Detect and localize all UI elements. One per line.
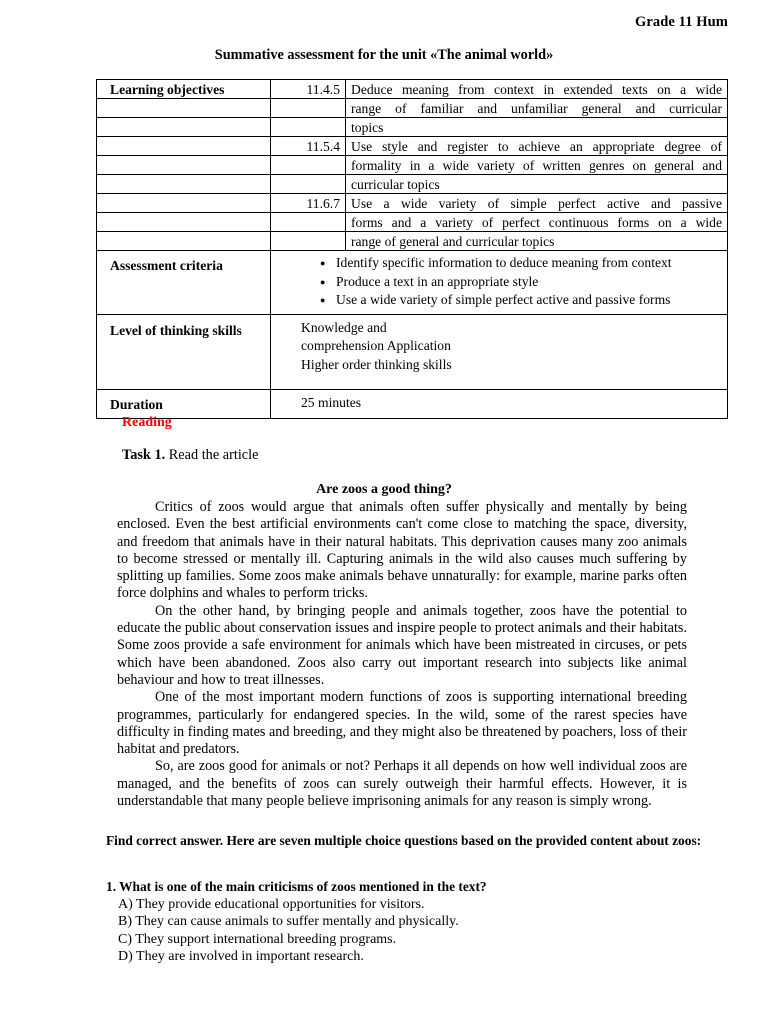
empty-cell: [271, 232, 346, 251]
table-row: [97, 194, 728, 213]
assessment-criteria-label: Assessment criteria: [97, 251, 271, 315]
empty-cell: [97, 175, 271, 194]
table-row: [97, 213, 728, 232]
empty-cell: [97, 194, 271, 213]
empty-cell: [97, 137, 271, 156]
empty-cell: [97, 99, 271, 118]
objective-text-line: range of general and curricular topics: [346, 232, 728, 251]
thinking-skills-line: Knowledge and: [301, 319, 387, 335]
article-title: Are zoos a good thing?: [316, 482, 452, 497]
empty-cell: [97, 213, 271, 232]
task-label: Task 1.: [122, 447, 166, 463]
assessment-criteria-cell: [271, 251, 728, 315]
assessment-info-table: [96, 79, 728, 419]
empty-cell: [271, 118, 346, 137]
objective-text-line: forms and a variety of perfect continuous forms on a wide: [346, 213, 728, 232]
empty-cell: [97, 156, 271, 175]
objective-text-line: formality in a wide variety of written genres on general and: [346, 156, 728, 175]
option-c[interactable]: C) They support international breeding programs.: [118, 931, 397, 947]
objective-text-line: topics: [346, 118, 728, 137]
duration-value: 25 minutes: [271, 390, 728, 419]
question-options: [106, 896, 706, 966]
article-paragraph: One of the most important modern functions of zoos is supporting international breeding programmes, particularly for endangered species. In the wild, some of the rarest species have difficulty in finding mates and breeding, and they might also be threatened by poachers, loss of their habitat and predators.: [117, 689, 687, 758]
table-row: [97, 118, 728, 137]
table-row: [97, 156, 728, 175]
duration-label: Duration: [97, 390, 271, 419]
empty-cell: [271, 99, 346, 118]
option-b[interactable]: B) They can cause animals to suffer mentally and physically.: [118, 914, 459, 930]
objective-code: 11.4.5: [271, 80, 346, 99]
questions-instruction: Find correct answer. Here are seven multiple choice questions based on the provided content about zoos:: [106, 833, 702, 848]
empty-cell: [271, 156, 346, 175]
objective-code: 11.5.4: [271, 137, 346, 156]
table-row: [97, 390, 728, 419]
article-paragraph: Critics of zoos would argue that animals often suffer physically and mentally by being enclosed. Even the best artificial environments can't come close to matching the space, diversity, and freedom that animals have in their natural habitats. This deprivation causes many zoo animals to become stressed or mentally ill. Capturing animals in the wild also causes much suffering by splitting up families. Some zoos make animals behave unnaturally: for example, marine parks often force dolphins and whales to perform tricks.: [117, 499, 687, 602]
article-paragraph: On the other hand, by bringing people and animals together, zoos have the potential to educate the public about conservation issues and inspire people to protect animals and their habitats. Some zoos provide a safe environment for animals which have been mistreated in circuses, or pets which have been abandoned. Zoos also carry out important research into subjects like animal behaviour and how to treat illnesses.: [117, 602, 687, 688]
question-block: [106, 878, 706, 966]
table-row: [97, 99, 728, 118]
empty-cell: [97, 232, 271, 251]
objective-text-line: Use style and register to achieve an appropriate degree of: [346, 137, 728, 156]
table-row: [97, 137, 728, 156]
question-text: 1. What is one of the main criticisms of zoos mentioned in the text?: [106, 879, 487, 894]
objective-text-line: range of familiar and unfamiliar general and curricular: [346, 99, 728, 118]
table-row: [97, 314, 728, 390]
thinking-skills-line: Higher order thinking skills: [301, 356, 452, 372]
document-title: Summative assessment for the unit «The animal world»: [214, 47, 554, 63]
objective-text-line: Use a wide variety of simple perfect active and passive: [346, 194, 728, 213]
empty-cell: [271, 175, 346, 194]
option-d[interactable]: D) They are involved in important research.: [118, 949, 364, 965]
option-a[interactable]: A) They provide educational opportunities for visitors.: [118, 897, 425, 912]
table-row: [97, 175, 728, 194]
reading-section-heading: Reading: [122, 415, 172, 430]
objective-code: 11.6.7: [271, 194, 346, 213]
criteria-item: ● Identify specific information to deduce meaning from context: [320, 254, 722, 273]
task-line: [122, 447, 258, 464]
empty-cell: [97, 118, 271, 137]
objective-text-line: curricular topics: [346, 175, 728, 194]
objective-text-line: Deduce meaning from context in extended texts on a wide: [346, 80, 728, 99]
thinking-skills-line: comprehension Application: [301, 338, 451, 353]
article-body: [117, 499, 687, 810]
thinking-skills-cell: [271, 314, 728, 390]
grade-header: Grade 11 Hum: [634, 14, 728, 30]
article-paragraph: So, are zoos good for animals or not? Perhaps it all depends on how well individual zoos are managed, and the benefits of zoos can surely outweigh their harmful effects. However, it is understandable that many people believe imprisoning animals for any reason is simply wrong.: [117, 758, 687, 810]
table-row: [97, 251, 728, 315]
criteria-item: ● Produce a text in an appropriate style: [320, 273, 722, 292]
table-row: [97, 232, 728, 251]
task-text: Read the article: [165, 447, 259, 463]
empty-cell: [271, 213, 346, 232]
thinking-skills-label: Level of thinking skills: [97, 314, 271, 390]
learning-objectives-label: Learning objectives: [97, 80, 271, 99]
criteria-item: ● Use a wide variety of simple perfect active and passive forms: [320, 291, 722, 310]
table-row: [97, 80, 728, 99]
